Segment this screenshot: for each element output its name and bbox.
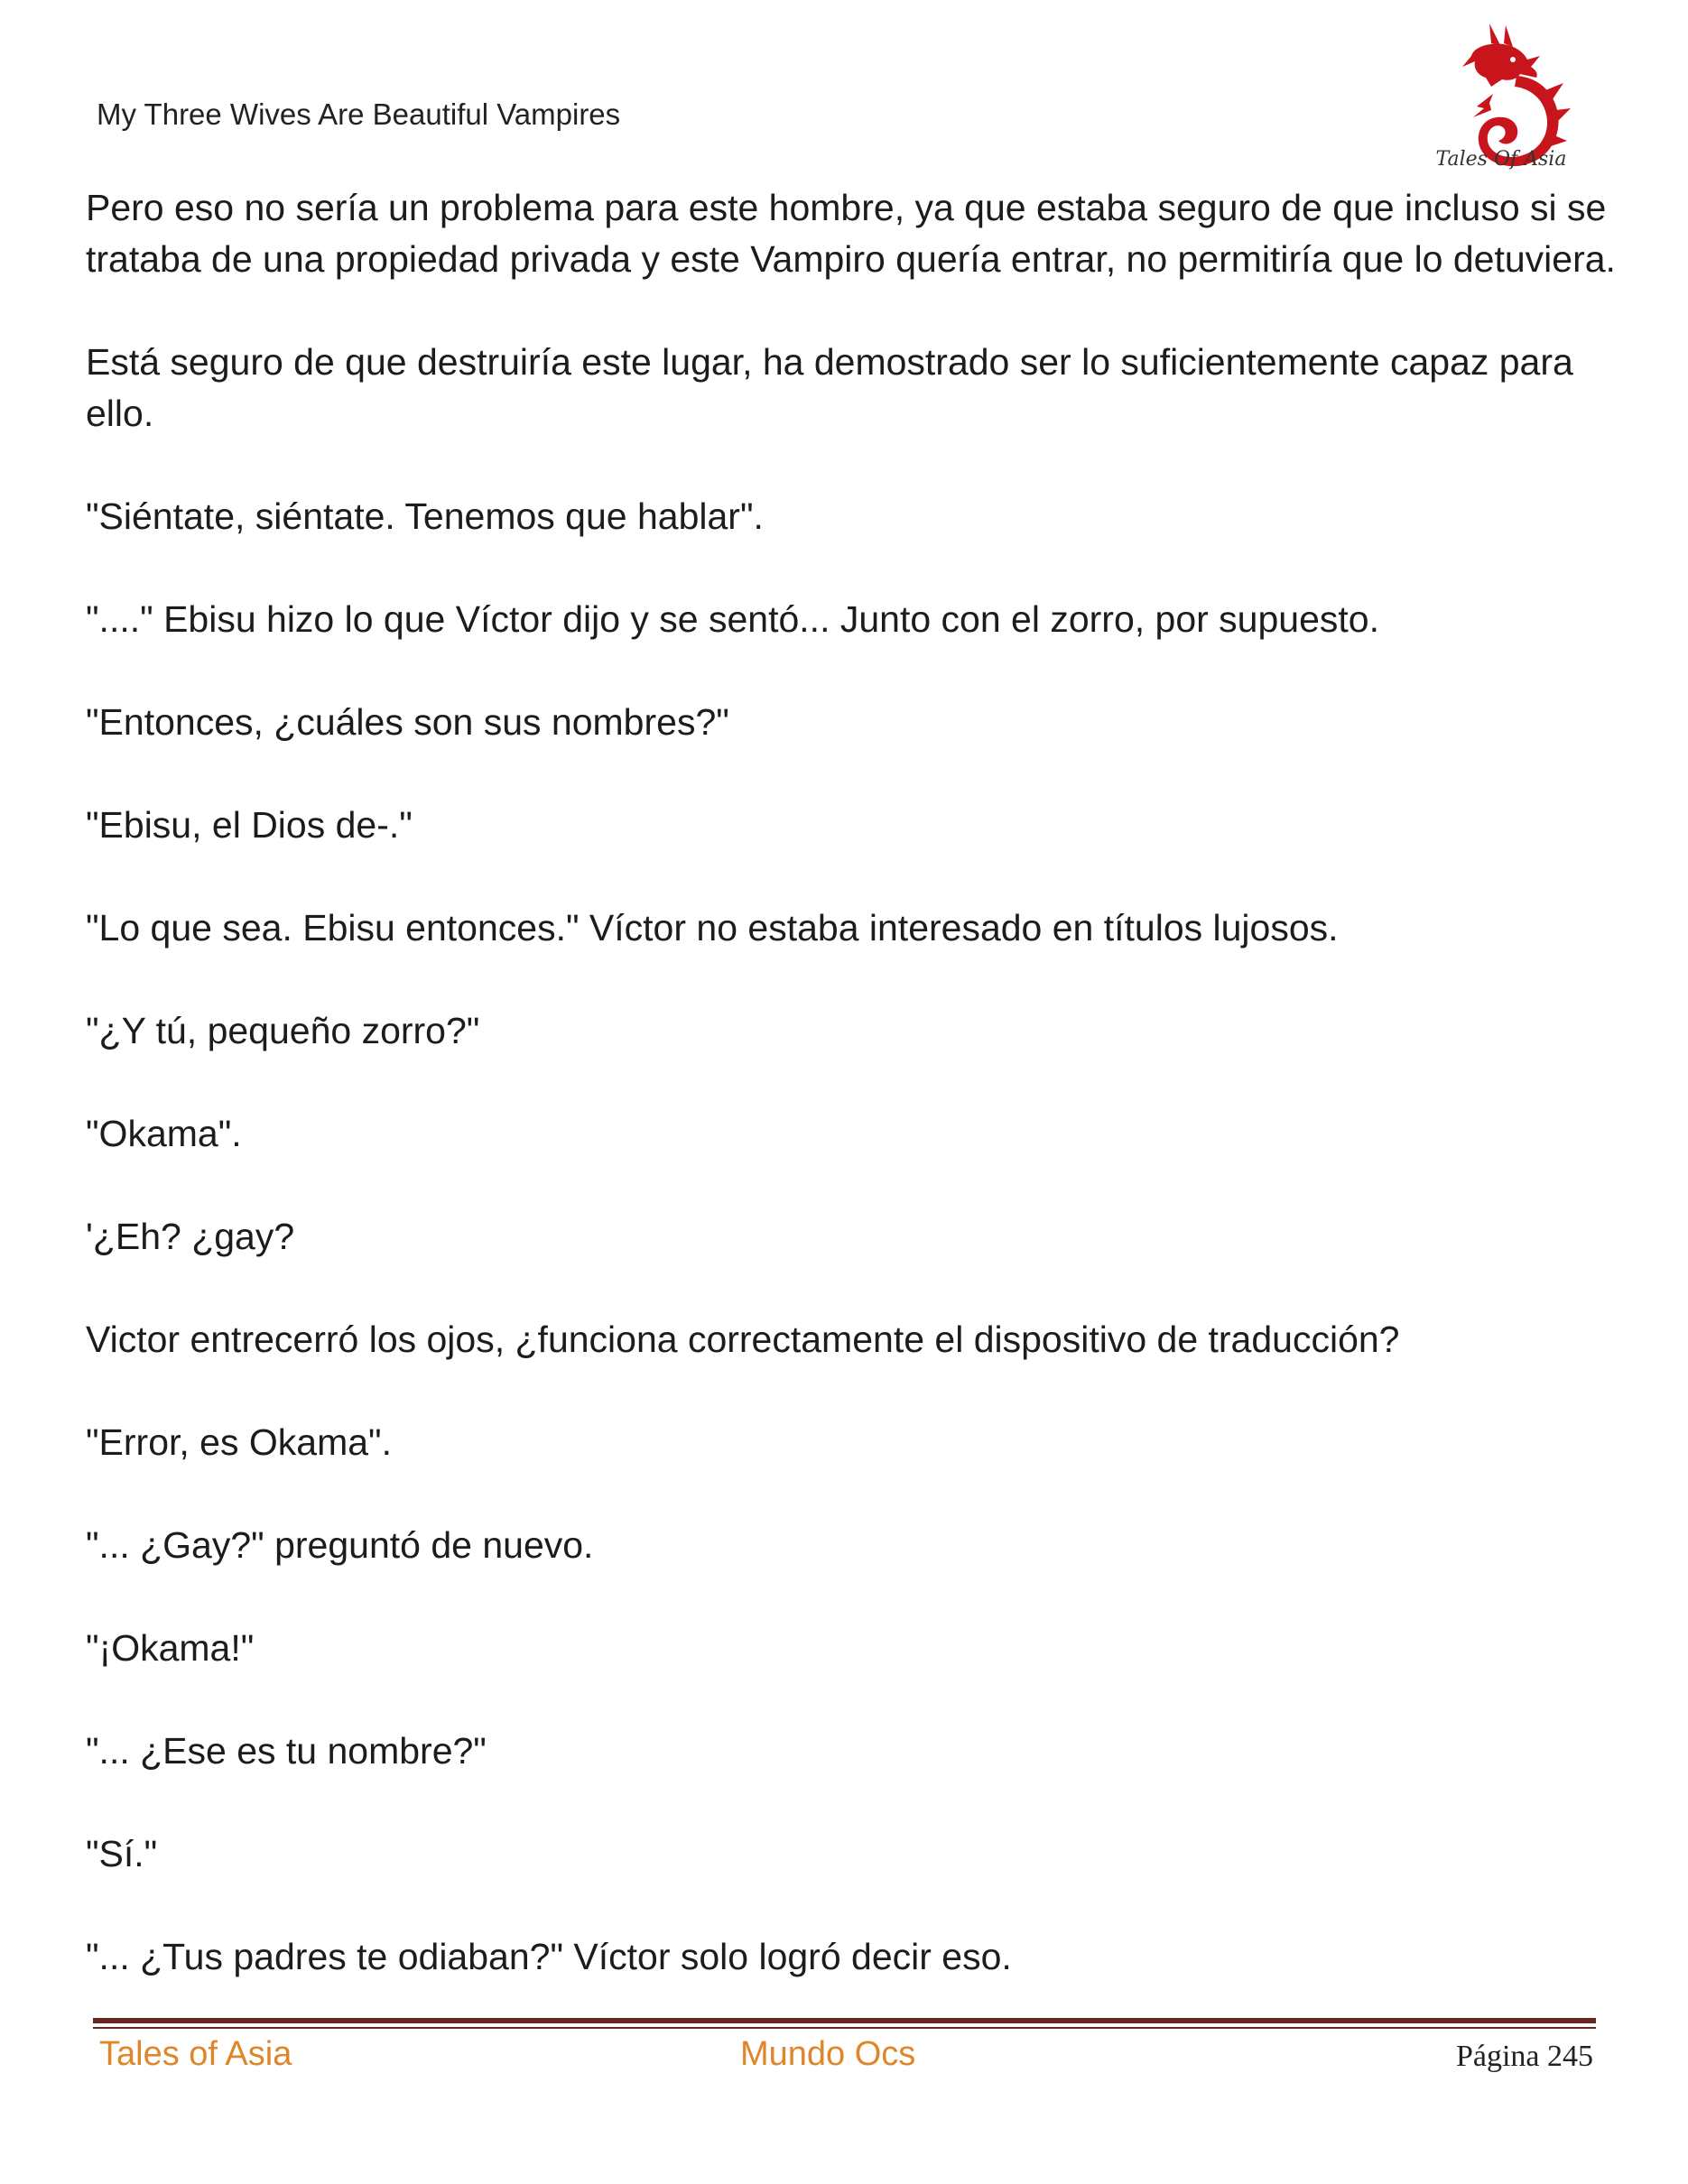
footer-site-name: Tales of Asia (99, 2035, 292, 2073)
chapter-body (86, 182, 1620, 1983)
paragraph: "Siéntate, siéntate. Tenemos que hablar". (86, 495, 764, 537)
paragraph: Pero eso no sería un problema para este hombre, ya que estaba seguro de que incluso si se trataba de una propiedad privada y este Vampiro quería entrar, no permitiría que lo detuviera. (86, 187, 1617, 280)
paragraph: "¡Okama!" (86, 1627, 255, 1669)
page-number: Página 245 (1455, 2040, 1593, 2073)
paragraph: "...." Ebisu hizo lo que Víctor dijo y se sentó... Junto con el zorro, por supuesto. (86, 598, 1379, 640)
paragraph: "Entonces, ¿cuáles son sus nombres?" (86, 701, 729, 743)
paragraph: Victor entrecerró los ojos, ¿funciona correctamente el dispositivo de traducción? (86, 1319, 1400, 1360)
paragraph: "Sí." (86, 1833, 158, 1874)
paragraph: "... ¿Ese es tu nombre?" (86, 1730, 487, 1772)
paragraph: "... ¿Gay?" preguntó de nuevo. (86, 1524, 594, 1566)
paragraph: "¿Y tú, pequeño zorro?" (86, 1010, 480, 1051)
paragraph: "Lo que sea. Ebisu entonces." Víctor no estaba interesado en títulos lujosos. (86, 907, 1339, 949)
footer-divider-thin (93, 2027, 1596, 2029)
footer-world-name: Mundo Ocs (740, 2035, 916, 2073)
paragraph: "... ¿Tus padres te odiaban?" Víctor solo logró decir eso. (86, 1936, 1012, 1977)
paragraph: Está seguro de que destruiría este lugar, ha demostrado ser lo suficientemente capaz para ello. (86, 341, 1584, 434)
paragraph: '¿Eh? ¿gay? (86, 1216, 295, 1257)
paragraph: "Error, es Okama". (86, 1421, 392, 1463)
paragraph: "Okama". (86, 1113, 242, 1154)
footer-divider (93, 2018, 1596, 2023)
book-title: My Three Wives Are Beautiful Vampires (97, 97, 621, 131)
logo-caption: Tales Of Asia (1435, 148, 1567, 171)
paragraph: "Ebisu, el Dios de-." (86, 804, 413, 846)
